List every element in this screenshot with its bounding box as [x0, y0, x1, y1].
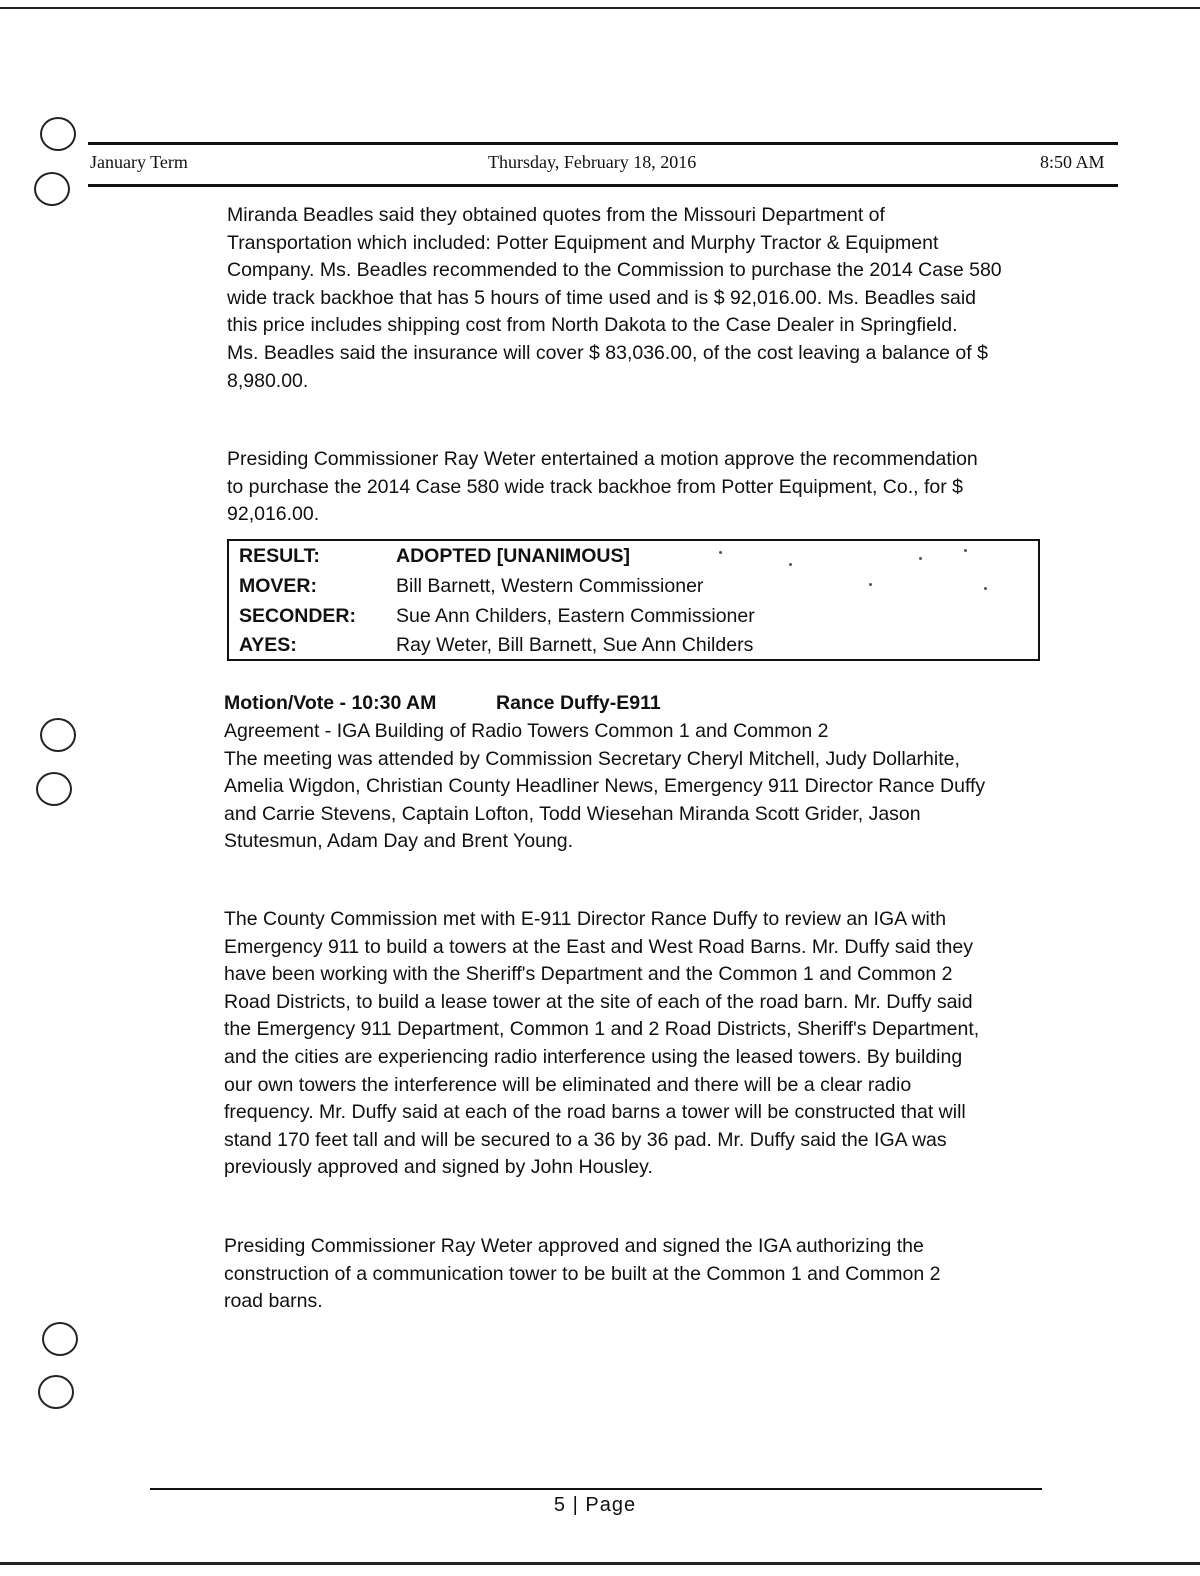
- vote-result-table: [227, 539, 1040, 661]
- paragraph-iga-review: The County Commission met with E-911 Director Rance Duffy to review an IGA with Emergency 911 to build a towers at the East and West Road Barns. Mr. Duffy said they have been working with the Sheriff's Department and the Common 1 and Common 2 Road Districts, to build a lease tower at the site of each of the road barn. Mr. Duffy said the Emergency 911 Department, Common 1 and 2 Road Districts, Sheriff's Department, and the cities are experiencing radio interference using the leased towers. By building our own towers the interference will be eliminated and there will be a clear radio frequency. Mr. Duffy said at each of the road barns a tower will be constructed that will stand 170 feet tall and will be secured to a 36 by 36 pad. Mr. Duffy said the IGA was previously approved and signed by John Housley.: [224, 908, 980, 1179]
- scan-edge-bottom: [0, 1562, 1200, 1565]
- paragraph-iga-signed: Presiding Commissioner Ray Weter approved and signed the IGA authorizing the construction of a communication tower to be built at the Common 1 and Common 2 road barns.: [224, 1235, 941, 1313]
- punch-hole-icon: [42, 1322, 78, 1356]
- paragraph-beadles-quotes: Miranda Beadles said they obtained quotes from the Missouri Department of Transportation which included: Potter Equipment and Murphy Tractor & Equipment Company. Ms. Beadles recommended to the Commission to purchase the 2014 Case 580 wide track backhoe that has 5 hours of time used and is $ 92,016.00. Ms. Beadles said this price includes shipping cost from North Dakota to the Case Dealer in Springfield. Ms. Beadles said the insurance will cover $ 83,036.00, of the cost leaving a balance of $ 8,980.00.: [227, 204, 1002, 392]
- header-time: 8:50 AM: [1040, 152, 1105, 172]
- vote-value-mover: Bill Barnett, Western Commissioner: [396, 575, 704, 597]
- header-term: January Term: [90, 152, 188, 172]
- vote-value-ayes: Ray Weter, Bill Barnett, Sue Ann Childers: [396, 634, 754, 656]
- scan-edge-top: [0, 7, 1200, 9]
- paragraph-attendance: Agreement - IGA Building of Radio Towers Common 1 and Common 2 The meeting was attended by Commission Secretary Cheryl Mitchell, Judy Dollarhite, Amelia Wigdon, Christian County Headliner News, Emergency 911 Director Rance Duffy and Carrie Stevens, Captain Lofton, Todd Wiesehan Miranda Scott Grider, Jason Stutesmun, Adam Day and Brent Young.: [224, 720, 986, 853]
- motion-heading: [224, 690, 661, 718]
- header-rule-top: [88, 142, 1118, 145]
- header-rule-bottom: [88, 184, 1118, 187]
- scan-speck: [789, 563, 792, 566]
- punch-hole-icon: [40, 117, 76, 151]
- vote-label-ayes: AYES:: [239, 634, 297, 656]
- punch-hole-icon: [34, 172, 70, 206]
- paragraph-motion-backhoe: Presiding Commissioner Ray Weter entertained a motion approve the recommendation to purchase the 2014 Case 580 wide track backhoe from Potter Equipment, Co., for $ 92,016.00.: [227, 448, 978, 526]
- scan-speck: [984, 587, 987, 590]
- footer-rule: [150, 1488, 1042, 1490]
- vote-label-seconder: SECONDER:: [239, 605, 357, 627]
- motion-heading-label: Motion/Vote - 10:30 AM: [224, 692, 437, 714]
- page-number: 5 | Page: [553, 1494, 637, 1516]
- vote-value-seconder: Sue Ann Childers, Eastern Commissioner: [396, 605, 755, 627]
- header-date: Thursday, February 18, 2016: [488, 152, 697, 172]
- scan-speck: [919, 557, 922, 560]
- scan-speck: [869, 583, 872, 586]
- punch-hole-icon: [38, 1375, 74, 1409]
- vote-label-result: RESULT:: [239, 545, 320, 567]
- punch-hole-icon: [36, 772, 72, 806]
- scan-speck: [964, 549, 967, 552]
- scan-speck: [719, 551, 722, 554]
- vote-label-mover: MOVER:: [239, 575, 317, 597]
- punch-hole-icon: [40, 718, 76, 752]
- motion-heading-subject: Rance Duffy-E911: [496, 692, 661, 714]
- vote-value-result: ADOPTED [UNANIMOUS]: [396, 545, 630, 567]
